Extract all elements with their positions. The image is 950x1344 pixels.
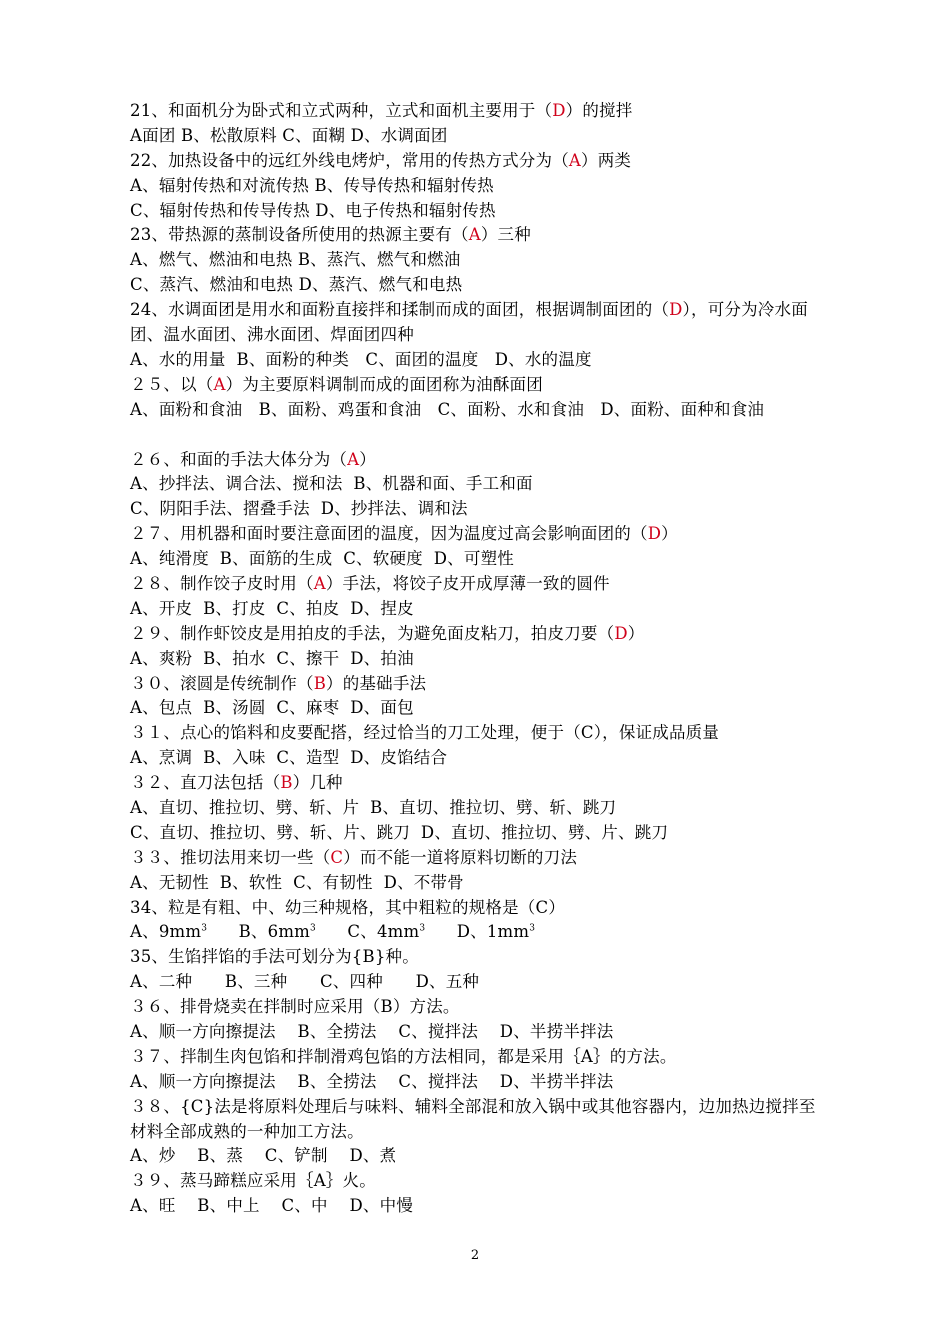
question-text-tail: ）的搅拌 — [565, 101, 633, 120]
question-23 — [130, 223, 830, 248]
question-text-tail: ） — [661, 524, 678, 544]
question-30 — [130, 672, 830, 697]
question-text-tail: ）手法，将饺子皮开成厚薄一致的圆件 — [325, 573, 610, 593]
question-37: ３７、拌制生肉包馅和拌制滑鸡包馅的方法相同，都是采用｛A｝的方法。 — [130, 1046, 677, 1066]
options-31: A、烹调 B、入味 C、造型 D、皮馅结合 — [130, 748, 448, 768]
question-text-tail: ），可分为冷水面团、温水面团、沸水面团、焊面团四种 — [130, 300, 808, 345]
question-text: ２７、用机器和面时要注意面团的温度，因为温度过高会影响面团的（ — [130, 524, 648, 544]
options-24: A、水的用量 B、面粉的种类 C、面团的温度 D、水的温度 — [130, 349, 592, 369]
question-33 — [130, 846, 830, 871]
options-26-b: C、阴阳手法、摺叠手法 D、抄拌法、调和法 — [130, 499, 468, 519]
answer-letter: A — [468, 225, 481, 245]
options-37: A、顺一方向擦提法 B、全捞法 C、搅拌法 D、半捞半拌法 — [130, 1071, 614, 1091]
question-38: ３８、{C}法是将原料处理后与味料、辅料全部混和放入锅中或其他容器内，边加热边搅拌至材料全部成熟的一种加工方法。 — [130, 1096, 816, 1141]
question-26 — [130, 448, 830, 473]
options-29: A、爽粉 B、拍水 C、擦干 D、拍油 — [130, 648, 414, 668]
options-27: A、纯滑度 B、面筋的生成 C、软硬度 D、可塑性 — [130, 549, 514, 569]
answer-letter: A — [568, 150, 582, 170]
answer-letter: A — [313, 573, 326, 593]
question-text-tail: ）为主要原料调制而成的面团称为油酥面团 — [225, 374, 543, 394]
question-text-tail: ）的基础手法 — [326, 673, 427, 693]
options-30: A、包点 B、汤圆 C、麻枣 D、面包 — [130, 698, 414, 718]
options-22-b: C、辐射传热和传导传热 D、电子传热和辐射传热 — [130, 200, 496, 220]
options-39: A、旺 B、中上 C、中 D、中慢 — [130, 1196, 414, 1216]
option-a: A、$9mm^3$ — [130, 922, 208, 942]
question-text-tail: ）三种 — [480, 225, 531, 245]
question-text-tail: ）而不能一道将原料切断的刀法 — [343, 847, 578, 867]
question-text: 24、水调面团是用水和面粉直接拌和揉制而成的面团，根据调制面团的（ — [130, 300, 670, 320]
answer-letter: B — [313, 673, 327, 693]
options-34 — [130, 920, 830, 945]
answer-letter: D — [669, 300, 683, 320]
options-22-a: A、辐射传热和对流传热 B、传导传热和辐射传热 — [130, 175, 494, 195]
options-38: A、炒 B、蒸 C、铲制 D、煮 — [130, 1146, 397, 1166]
question-28 — [130, 572, 830, 597]
option-c: C、$4mm^3$ — [347, 922, 426, 942]
question-25 — [130, 373, 830, 398]
question-text: 23、带热源的蒸制设备所使用的热源主要有（ — [130, 225, 469, 245]
options-32-a: A、直切、推拉切、劈、斩、片 B、直切、推拉切、劈、斩、跳刀 — [130, 797, 617, 817]
options-35: A、二种 B、三种 C、四种 D、五种 — [130, 972, 480, 992]
options-21: A面团 B、松散原料 C、面糊 D、水调面团 — [130, 125, 448, 145]
question-text-tail: ）几种 — [292, 773, 343, 793]
question-text: ２９、制作虾饺皮是用拍皮的手法，为避免面皮粘刀，拍皮刀要（ — [130, 623, 615, 643]
question-text: 22、加热设备中的远红外线电烤炉，常用的传热方式分为（ — [130, 150, 569, 170]
question-text: 21、和面机分为卧式和立式两种，立式和面机主要用于（ — [130, 101, 553, 120]
question-text-tail: ）两类 — [581, 150, 632, 170]
options-23-b: C、蒸汽、燃油和电热 D、蒸汽、燃气和电热 — [130, 275, 463, 295]
page-number: 2 — [470, 1248, 480, 1263]
question-text: ３０、滚圆是传统制作（ — [130, 673, 314, 693]
question-22 — [130, 149, 830, 174]
answer-letter: A — [213, 374, 226, 394]
answer-letter: A — [347, 449, 360, 469]
question-39: ３９、蒸马蹄糕应采用｛A｝火。 — [130, 1171, 376, 1191]
question-text-tail: ） — [627, 623, 645, 643]
option-b: B、$6mm^3$ — [238, 922, 316, 942]
question-34: 34、粒是有粗、中、幼三种规格，其中粗粒的规格是（C） — [130, 897, 566, 917]
question-27 — [130, 522, 830, 547]
option-d: D、$1mm^3$ — [456, 922, 536, 942]
question-31: ３１、点心的馅料和皮要配搭，经过恰当的刀工处理，便于（C），保证成品质量 — [130, 723, 720, 743]
answer-letter: D — [647, 524, 662, 544]
options-33: A、无韧性 B、软性 C、有韧性 D、不带骨 — [130, 872, 464, 892]
options-26-a: A、抄拌法、调合法、搅和法 B、机器和面、手工和面 — [130, 474, 533, 494]
question-32 — [130, 771, 830, 796]
question-text: ２８、制作饺子皮时用（ — [130, 573, 314, 593]
question-text: ３２、直刀法包括（ — [130, 773, 281, 793]
question-text: ２６、和面的手法大体分为（ — [130, 449, 348, 469]
question-21 — [130, 99, 830, 124]
question-text: ３３、推切法用来切一些（ — [130, 847, 331, 867]
answer-letter: B — [280, 773, 293, 793]
options-23-a: A、燃气、燃油和电热 B、蒸汽、燃气和燃油 — [130, 250, 461, 270]
options-32-b: C、直切、推拉切、劈、斩、片、跳刀 D、直切、推拉切、劈、片、跳刀 — [130, 822, 669, 842]
question-list — [130, 99, 830, 1219]
question-24 — [130, 298, 830, 348]
options-25: A、面粉和食油 B、面粉、鸡蛋和食油 C、面粉、水和食油 D、面粉、面种和食油 — [130, 399, 765, 419]
question-36: ３６、排骨烧卖在拌制时应采用（B）方法。 — [130, 997, 460, 1017]
answer-letter: D — [552, 101, 566, 120]
answer-letter: D — [614, 623, 628, 643]
question-text-tail: ） — [359, 449, 376, 469]
question-35: 35、生馅拌馅的手法可划分为{B}种。 — [130, 947, 419, 967]
options-28: A、开皮 B、打皮 C、拍皮 D、捏皮 — [130, 598, 414, 618]
options-36: A、顺一方向擦提法 B、全捞法 C、搅拌法 D、半捞半拌法 — [130, 1021, 614, 1041]
question-text: ２５、以（ — [130, 374, 214, 394]
question-29 — [130, 622, 830, 647]
answer-letter: C — [330, 847, 344, 867]
